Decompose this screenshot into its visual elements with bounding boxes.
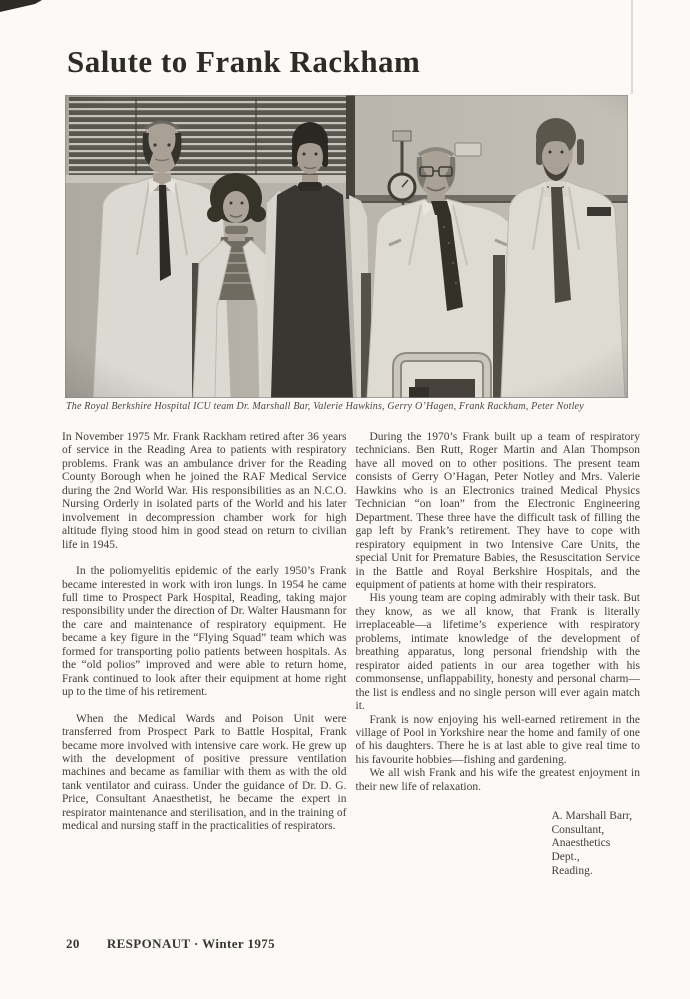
paragraph: Frank is now enjoying his well-earned retirement in the village of Pool in Yorkshire near the home and family of one of his daughters. There he is at last able to give real time to his favourite hobbies—fishing and gardening. [355,713,640,766]
issue-title: RESPONAUT · Winter 1975 [106,936,276,951]
paragraph: His young team are coping admirably with their task. But they know, as we all know, that Frank is literally irreplaceable—a lifetime’s experience with respiratory problems, intimate knowledge of the development of breathing apparatus, long personal friendship with the respirator aided patients in our area together with his commonsense, unflappability, honesty and personal charm—the list is endless and no single person will ever again match it. [355,592,640,713]
column-right [356,431,641,878]
signature-block [356,810,641,878]
page-footer [66,936,566,952]
scan-corner-mark [0,0,46,14]
paragraph: We all wish Frank and his wife the greatest enjoyment in their new life of relaxation. [355,767,640,793]
photo-caption: The Royal Berkshire Hospital ICU team Dr. Marshall Bar, Valerie Hawkins, Gerry O’Hagen, Frank Rackham, Peter Notley [66,401,584,412]
signature-line: A. Marshall Barr, [551,810,633,823]
article-body [62,431,640,878]
signature-line: Anaesthetics Dept., [551,837,611,864]
signature-line: Reading. [551,864,593,877]
scan-edge-line [631,0,633,94]
paragraph: During the 1970’s Frank built up a team of respiratory technicians. Ben Rutt, Roger Martin and Alan Thompson have all moved on to other positions. The present team consists of Gerry O’Hagan, Peter Notley and Mrs. Valerie Hawkins who is an Electronics trained Medical Physics Technician “on loan” from the Electronic Engineering Department. These three have the difficult task of filling the gap left by Frank’s retirement. They have to cope with respiratory equipment in two Intensive Care Units, the special Unit for Premature Babies, the Resuscitation Service in the Battle and Royal Berkshire Hospitals, and the equipment of patients at home with their respirators. [355,431,640,591]
paragraph: When the Medical Wards and Poison Unit were transferred from Prospect Park to Battle Hospital, Frank became more involved with intensive care work. He grew up with the development of positive pressure ventilation machines and became as familiar with them as with the old tank ventilator and cuirass. Under the guidance of Dr. D. G. Price, Consultant Anaesthetist, he became the expert in respirator maintenance and sterilisation, and in the training of medical and nursing staff in the practicalities of respirators. [62,712,347,833]
page-title: Salute to Frank Rackham [67,44,421,79]
team-photo [65,95,628,398]
signature-line: Consultant, [551,823,605,836]
paragraph: In November 1975 Mr. Frank Rackham retired after 36 years of service in the Reading Area to patients with respiratory problems. Frank was an ambulance driver for the Reading County Borough when he joined the RAF Medical Service during the 2nd World War. His responsibilities as an N.C.O. Nursing Orderly in isolated parts of the World and his later involvement in decompression chamber work for high altitude flying stood him in good stead on return to civilian life in 1945. [62,431,347,551]
page-number: 20 [66,936,80,951]
paragraph: In the poliomyelitis epidemic of the early 1950’s Frank became interested in work with iron lungs. In 1954 he came full time to Prospect Park Hospital, Reading, taking major responsibility under the direction of Dr. Walter Hausmann for the care and maintenance of respiratory equipment. He became a key figure in the “Flying Squad” team which was formed for transporting polio patients between hospitals. As the “old polios” improved and were able to return home, Frank continued to look after their equipment at home right up to the time of his retirement. [62,565,347,699]
column-left [62,431,347,878]
